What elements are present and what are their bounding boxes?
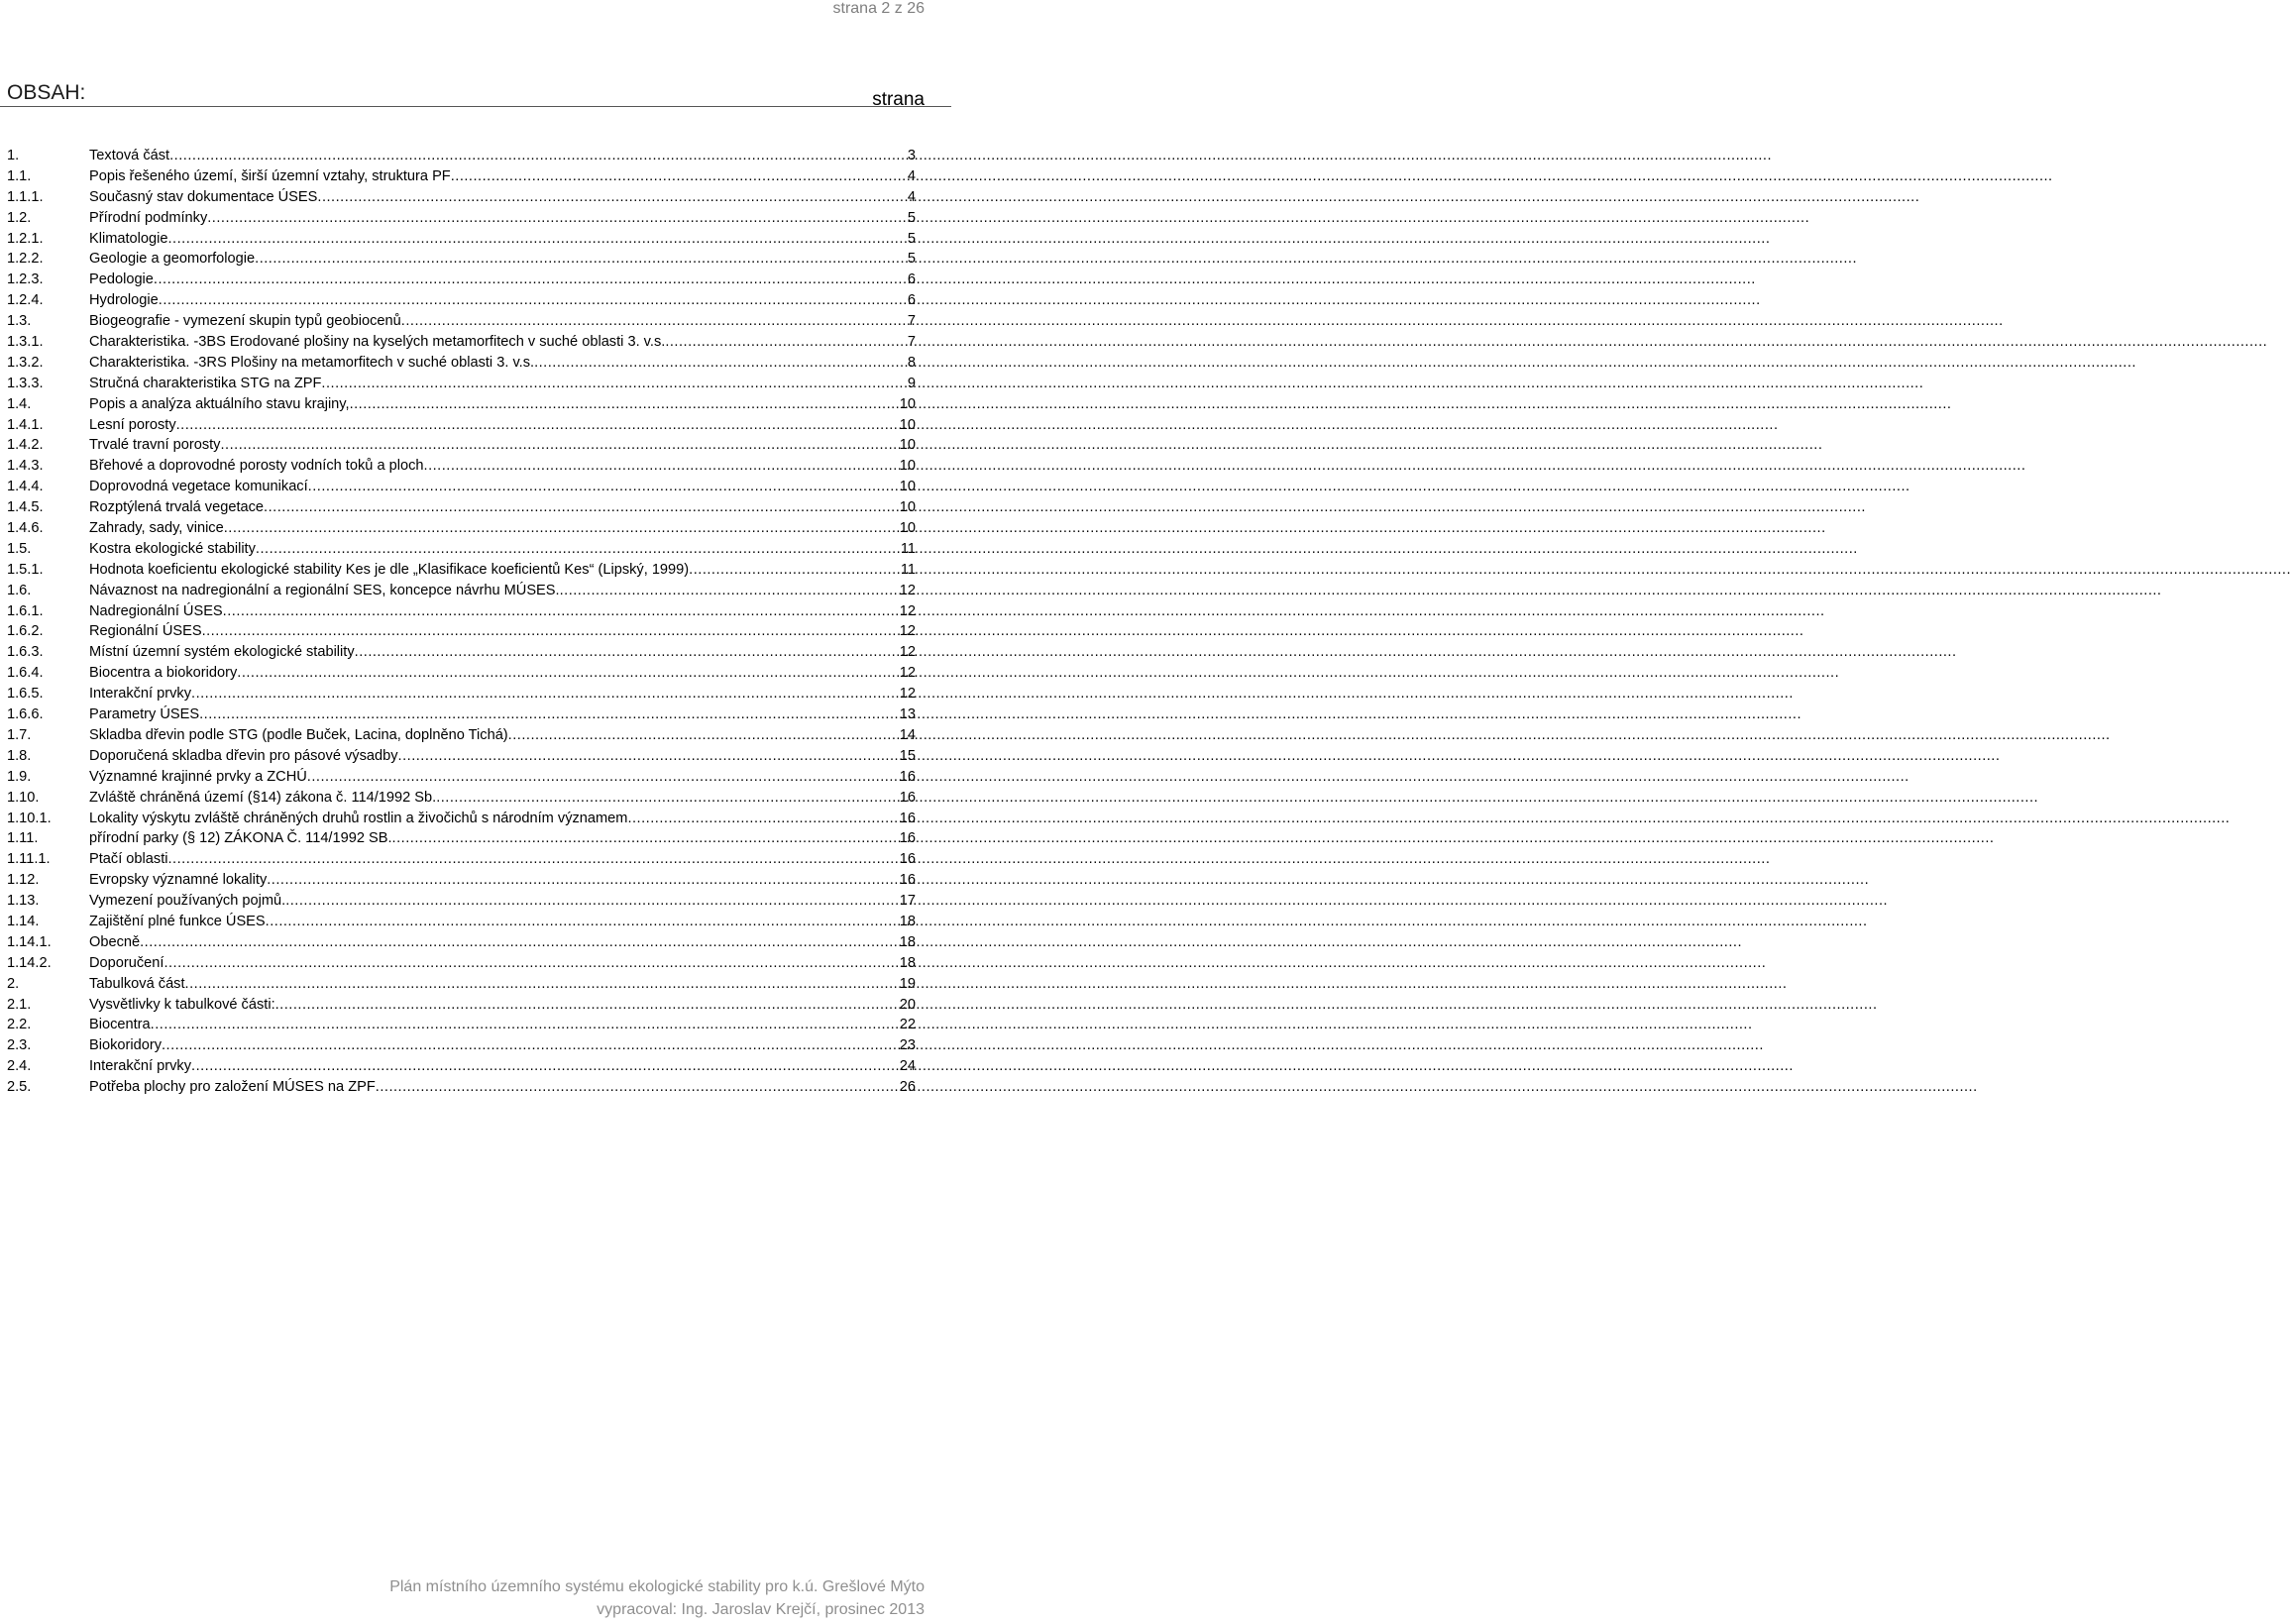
toc-entry[interactable]	[7, 684, 916, 704]
toc-entry-title: Tabulková část	[89, 975, 185, 992]
toc-entry-title: Zahrady, sady, vinice	[89, 520, 224, 537]
toc-entry-number: 2.1.	[7, 996, 32, 1013]
toc-entry-number: 1.4.4.	[7, 479, 44, 495]
toc-entry[interactable]	[7, 621, 916, 642]
toc-dot-leader	[185, 974, 900, 995]
toc-entry-page: 16	[899, 810, 916, 826]
toc-dot-leader	[199, 704, 900, 725]
toc-entry[interactable]	[7, 953, 916, 974]
toc-dot-leader	[308, 477, 900, 497]
toc-entry[interactable]	[7, 746, 916, 767]
toc-entry-title: Zvláště chráněná území (§14) zákona č. 114/1992 Sb.	[89, 789, 437, 806]
toc-entry-page: 14	[899, 726, 916, 743]
toc-entry-page: 11	[900, 561, 916, 578]
toc-entry-number: 1.4.	[7, 395, 32, 412]
toc-entry-number: 1.10.1.	[7, 810, 52, 826]
toc-entry[interactable]	[7, 311, 916, 332]
toc-entry[interactable]	[7, 581, 916, 601]
toc-entry-title: Interakční prvky	[89, 686, 192, 703]
toc-dot-leader	[223, 601, 900, 622]
toc-entry-page: 12	[899, 623, 916, 640]
toc-dot-leader	[560, 581, 900, 601]
toc-entry[interactable]	[7, 518, 916, 539]
toc-entry-number: 1.4.5.	[7, 499, 44, 516]
toc-entry-page: 12	[899, 644, 916, 661]
toc-entry-page: 13	[899, 706, 916, 723]
toc-entry-page: 12	[899, 602, 916, 619]
toc-entry[interactable]	[7, 1035, 916, 1056]
toc-entry-page: 4	[907, 188, 916, 205]
toc-entry-title: Doporučení	[89, 954, 164, 971]
toc-dot-leader	[159, 290, 908, 311]
toc-entry-title: Parametry ÚSES	[89, 706, 200, 723]
toc-entry-page: 4	[907, 167, 916, 184]
page-column-label: strana	[872, 89, 925, 110]
toc-entry-number: 1.7.	[7, 726, 32, 743]
toc-dot-leader	[176, 415, 900, 436]
toc-dot-leader	[267, 870, 900, 891]
toc-dot-leader	[451, 166, 908, 187]
toc-entry-title: Biocentra	[89, 1017, 151, 1033]
toc-entry[interactable]	[7, 187, 916, 208]
toc-entry-page: 12	[899, 665, 916, 682]
toc-entry-number: 1.5.1.	[7, 561, 44, 578]
toc-entry-page: 24	[899, 1058, 916, 1075]
toc-entry-number: 1.14.2.	[7, 954, 52, 971]
toc-entry-number: 1.3.	[7, 313, 32, 330]
toc-entry-title: Biogeografie - vymezení skupin typů geobiocenů	[89, 313, 401, 330]
toc-entry-title: Zajištění plné funkce ÚSES	[89, 913, 266, 929]
toc-entry-page: 10	[899, 499, 916, 516]
toc-dot-leader	[191, 1056, 900, 1077]
toc-dot-leader	[665, 332, 908, 353]
toc-entry[interactable]	[7, 415, 916, 436]
toc-entry-number: 1.5.	[7, 540, 32, 557]
toc-entry-number: 1.	[7, 148, 20, 163]
toc-entry-title: Lesní porosty	[89, 416, 176, 433]
toc-entry-number: 1.6.4.	[7, 665, 44, 682]
toc-dot-leader	[264, 497, 900, 518]
toc-entry[interactable]	[7, 891, 916, 912]
toc-entry-number: 1.14.1.	[7, 933, 52, 950]
toc-entry-number: 2.2.	[7, 1017, 32, 1033]
toc-entry-number: 1.2.1.	[7, 230, 44, 247]
toc-dot-leader	[162, 1035, 900, 1056]
toc-entry-page: 12	[899, 686, 916, 703]
toc-entry[interactable]	[7, 435, 916, 456]
toc-entry-number: 2.3.	[7, 1037, 32, 1054]
toc-entry[interactable]	[7, 394, 916, 415]
toc-entry-number: 1.6.2.	[7, 623, 44, 640]
toc-entry-title: Regionální ÚSES	[89, 623, 202, 640]
toc-entry-title: Místní územní systém ekologické stability	[89, 644, 355, 661]
toc-entry[interactable]	[7, 560, 916, 581]
toc-entry-title: Kostra ekologické stability	[89, 540, 256, 557]
toc-entry-page: 10	[899, 479, 916, 495]
toc-entry-title: Vymezení používaných pojmů.	[89, 893, 286, 910]
table-of-contents	[7, 146, 916, 1098]
toc-entry-page: 16	[899, 789, 916, 806]
toc-entry-number: 1.6.3.	[7, 644, 44, 661]
toc-entry-title: Popis řešeného území, širší územní vztahy, struktura PF	[89, 167, 451, 184]
toc-entry-page: 7	[907, 334, 916, 351]
toc-entry-page: 12	[899, 582, 916, 598]
toc-entry-number: 1.3.2.	[7, 354, 44, 371]
toc-entry-number: 1.11.	[7, 830, 39, 847]
toc-entry-page: 5	[907, 230, 916, 247]
toc-entry-title: Klimatologie	[89, 230, 168, 247]
toc-entry-title: Potřeba plochy pro založení MÚSES na ZPF	[89, 1079, 376, 1096]
toc-dot-leader	[508, 725, 900, 746]
toc-dot-leader	[255, 249, 908, 270]
toc-entry-title: Obecně	[89, 933, 141, 950]
toc-entry[interactable]	[7, 828, 916, 849]
toc-entry-page: 5	[907, 209, 916, 226]
toc-dot-leader	[237, 663, 900, 684]
toc-entry-number: 1.4.3.	[7, 458, 44, 475]
toc-entry[interactable]	[7, 208, 916, 229]
toc-entry-page: 18	[899, 913, 916, 929]
toc-entry-number: 1.13.	[7, 893, 40, 910]
toc-entry-number: 1.6.6.	[7, 706, 44, 723]
toc-dot-leader	[224, 518, 900, 539]
footer-author: vypracoval: Ing. Jaroslav Krejčí, prosinec 2013	[597, 1601, 925, 1618]
toc-entry[interactable]	[7, 146, 916, 166]
toc-entry-number: 1.2.3.	[7, 271, 44, 288]
toc-entry-page: 16	[899, 768, 916, 785]
toc-entry-number: 1.6.5.	[7, 686, 44, 703]
contents-title: OBSAH:	[7, 81, 86, 104]
toc-dot-leader	[350, 394, 900, 415]
toc-entry[interactable]	[7, 497, 916, 518]
toc-entry-title: Pedologie	[89, 271, 154, 288]
toc-entry[interactable]	[7, 353, 916, 374]
toc-entry-title: Trvalé travní porosty	[89, 437, 221, 454]
toc-entry-page: 15	[899, 747, 916, 764]
toc-entry[interactable]	[7, 704, 916, 725]
toc-dot-leader	[207, 208, 908, 229]
toc-dot-leader	[398, 746, 900, 767]
toc-entry-title: přírodní parky (§ 12) ZÁKONA Č. 114/1992 SB.	[89, 830, 392, 847]
toc-dot-leader	[256, 539, 901, 560]
toc-dot-leader	[191, 684, 900, 704]
toc-dot-leader	[154, 270, 908, 290]
toc-entry-number: 1.12.	[7, 872, 40, 889]
toc-dot-leader	[424, 456, 900, 477]
toc-entry-number: 1.9.	[7, 768, 32, 785]
toc-entry-title: Textová část	[89, 148, 170, 163]
toc-entry-title: Významné krajinné prvky a ZCHÚ	[89, 768, 307, 785]
toc-entry-page: 22	[899, 1017, 916, 1033]
toc-entry-number: 1.3.3.	[7, 375, 44, 391]
toc-entry-page: 16	[899, 851, 916, 868]
toc-entry-title: Interakční prvky	[89, 1058, 192, 1075]
toc-entry-title: Stručná charakteristika STG na ZPF	[89, 375, 322, 391]
toc-entry-page: 10	[899, 458, 916, 475]
toc-dot-leader	[627, 809, 899, 829]
toc-entry-number: 1.1.1.	[7, 188, 44, 205]
toc-entry-number: 1.4.1.	[7, 416, 44, 433]
toc-dot-leader	[285, 891, 900, 912]
toc-entry-title: Popis a analýza aktuálního stavu krajiny,	[89, 395, 350, 412]
toc-entry-title: Biokoridory	[89, 1037, 162, 1054]
toc-entry-number: 1.11.1.	[7, 851, 51, 868]
toc-dot-leader	[376, 1077, 900, 1098]
toc-entry[interactable]	[7, 290, 916, 311]
toc-entry-page: 3	[907, 148, 916, 163]
toc-entry-title: Rozptýlená trvalá vegetace	[89, 499, 265, 516]
toc-dot-leader	[436, 788, 900, 809]
toc-entry-number: 1.4.6.	[7, 520, 44, 537]
toc-dot-leader	[220, 435, 899, 456]
toc-entry-page: 6	[907, 292, 916, 309]
toc-entry[interactable]	[7, 912, 916, 932]
toc-entry-title: Evropsky významné lokality	[89, 872, 268, 889]
toc-entry-title: Doprovodná vegetace komunikací	[89, 479, 308, 495]
toc-dot-leader	[164, 953, 899, 974]
toc-dot-leader	[392, 828, 900, 849]
toc-entry[interactable]	[7, 995, 916, 1016]
toc-entry-page: 10	[899, 395, 916, 412]
toc-entry-title: Návaznost na nadregionální a regionální SES, koncepce návrhu MÚSES.	[89, 582, 560, 598]
toc-dot-leader	[355, 642, 900, 663]
toc-dot-leader	[317, 187, 907, 208]
toc-entry[interactable]	[7, 539, 916, 560]
toc-entry-number: 2.5.	[7, 1079, 32, 1096]
toc-dot-leader	[168, 849, 900, 870]
toc-entry-page: 23	[899, 1037, 916, 1054]
toc-entry-page: 6	[907, 271, 916, 288]
toc-dot-leader	[266, 912, 900, 932]
toc-entry-page: 20	[899, 996, 916, 1013]
toc-entry-number: 2.4.	[7, 1058, 32, 1075]
title-divider	[0, 106, 951, 107]
toc-entry-page: 26	[899, 1079, 916, 1096]
toc-dot-leader	[275, 995, 900, 1016]
toc-entry-title: Hodnota koeficientu ekologické stability Kes je dle „Klasifikace koeficientů Kes“ (Lipský, 1999)	[89, 561, 690, 578]
toc-entry[interactable]	[7, 229, 916, 250]
toc-entry-page: 18	[899, 954, 916, 971]
toc-dot-leader	[689, 560, 901, 581]
toc-entry[interactable]	[7, 270, 916, 290]
toc-entry-number: 1.2.	[7, 209, 32, 226]
toc-dot-leader	[202, 621, 900, 642]
toc-entry-number: 1.6.1.	[7, 602, 44, 619]
toc-entry[interactable]	[7, 767, 916, 788]
toc-entry-title: Skladba dřevin podle STG (podle Buček, Lacina, doplněno Tichá)	[89, 726, 508, 743]
toc-entry-title: Přírodní podmínky	[89, 209, 208, 226]
toc-entry[interactable]	[7, 477, 916, 497]
toc-entry[interactable]	[7, 642, 916, 663]
toc-entry-title: Charakteristika. -3RS Plošiny na metamorfitech v suché oblasti 3. v.s.	[89, 354, 535, 371]
toc-entry-title: Doporučená skladba dřevin pro pásové výsadby	[89, 747, 398, 764]
toc-entry-page: 18	[899, 933, 916, 950]
toc-entry-title: Ptačí oblasti	[89, 851, 168, 868]
toc-entry-page: 16	[899, 872, 916, 889]
toc-entry-title: Biocentra a biokoridory	[89, 665, 238, 682]
toc-entry-number: 1.10.	[7, 789, 40, 806]
toc-entry[interactable]	[7, 932, 916, 953]
toc-entry[interactable]	[7, 1056, 916, 1077]
toc-entry-number: 1.4.2.	[7, 437, 44, 454]
toc-entry[interactable]	[7, 456, 916, 477]
toc-entry-number: 1.2.4.	[7, 292, 44, 309]
toc-entry-page: 10	[899, 437, 916, 454]
toc-entry-title: Vysvětlivky k tabulkové části:	[89, 996, 275, 1013]
toc-entry[interactable]	[7, 374, 916, 394]
toc-entry-number: 1.8.	[7, 747, 32, 764]
toc-entry-page: 8	[907, 354, 916, 371]
toc-entry-title: Charakteristika. -3BS Erodované plošiny na kyselých metamorfitech v suché oblasti 3. v.s.	[89, 334, 666, 351]
toc-entry[interactable]	[7, 166, 916, 187]
toc-dot-leader	[168, 229, 908, 250]
toc-dot-leader	[307, 767, 900, 788]
toc-entry[interactable]	[7, 1015, 916, 1035]
footer-project-title: Plán místního územního systému ekologické stability pro k.ú. Grešlové Mýto	[389, 1578, 925, 1595]
toc-dot-leader	[169, 146, 908, 166]
toc-entry-page: 10	[899, 520, 916, 537]
toc-entry-page: 5	[907, 251, 916, 268]
toc-entry-title: Nadregionální ÚSES	[89, 602, 223, 619]
toc-entry[interactable]	[7, 849, 916, 870]
toc-entry-page: 16	[899, 830, 916, 847]
toc-entry[interactable]	[7, 249, 916, 270]
toc-entry-number: 1.2.2.	[7, 251, 44, 268]
toc-entry[interactable]	[7, 601, 916, 622]
toc-entry[interactable]	[7, 974, 916, 995]
toc-entry-page: 17	[899, 893, 916, 910]
toc-entry-number: 1.14.	[7, 913, 40, 929]
toc-entry[interactable]	[7, 332, 916, 353]
toc-entry-page: 19	[899, 975, 916, 992]
toc-dot-leader	[140, 932, 900, 953]
toc-entry-number: 1.3.1.	[7, 334, 44, 351]
toc-dot-leader	[321, 374, 907, 394]
toc-entry-title: Současný stav dokumentace ÚSES	[89, 188, 318, 205]
toc-entry[interactable]	[7, 870, 916, 891]
toc-entry-page: 9	[907, 375, 916, 391]
toc-entry-page: 7	[907, 313, 916, 330]
toc-entry-title: Břehové a doprovodné porosty vodních toků a ploch	[89, 458, 424, 475]
toc-dot-leader	[534, 353, 908, 374]
toc-dot-leader	[151, 1015, 900, 1035]
toc-entry-number: 2.	[7, 975, 20, 992]
toc-entry-page: 10	[899, 416, 916, 433]
toc-entry-title: Hydrologie	[89, 292, 159, 309]
toc-entry[interactable]	[7, 809, 916, 829]
toc-entry[interactable]	[7, 663, 916, 684]
toc-entry-title: Geologie a geomorfologie	[89, 251, 256, 268]
toc-entry-number: 1.6.	[7, 582, 32, 598]
toc-entry-number: 1.1.	[7, 167, 32, 184]
toc-entry[interactable]	[7, 788, 916, 809]
toc-entry-title: Lokality výskytu zvláště chráněných druhů rostlin a živočichů s národním významem	[89, 810, 628, 826]
toc-entry-page: 11	[900, 540, 916, 557]
toc-entry[interactable]	[7, 725, 916, 746]
toc-dot-leader	[401, 311, 908, 332]
toc-entry[interactable]	[7, 1077, 916, 1098]
page-number: strana 2 z 26	[832, 0, 925, 17]
